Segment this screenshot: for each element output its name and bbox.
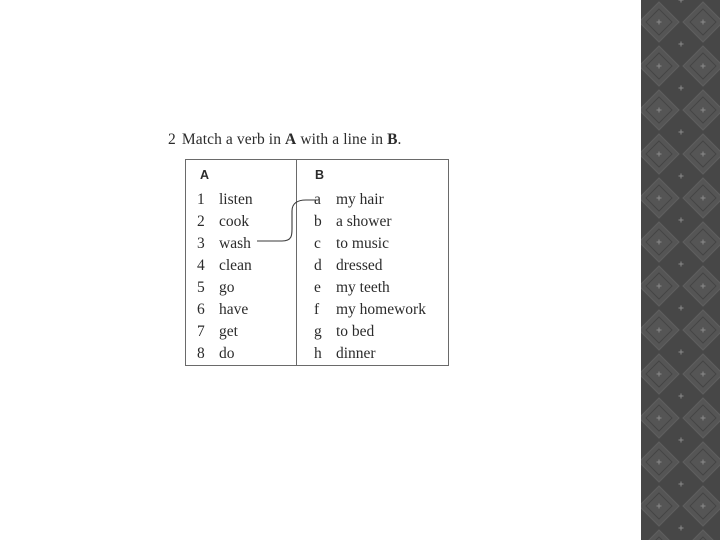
exercise-number: 2 (168, 131, 176, 148)
column-divider (296, 159, 297, 366)
verb-text: clean (219, 257, 252, 274)
column-b-item (314, 255, 426, 277)
item-letter: f (314, 301, 320, 318)
item-number: 2 (197, 213, 205, 230)
column-b-list (314, 189, 426, 365)
decorative-side-panel (641, 0, 720, 540)
item-number: 1 (197, 191, 205, 208)
phrase-text: to bed (336, 323, 375, 340)
item-number: 5 (197, 279, 205, 296)
column-b-item (314, 343, 426, 365)
item-number: 4 (197, 257, 205, 274)
item-letter: c (314, 235, 321, 252)
item-number: 3 (197, 235, 205, 252)
phrase-text: dinner (336, 345, 376, 362)
column-a-item (197, 277, 253, 299)
column-b-item (314, 321, 426, 343)
item-letter: h (314, 345, 322, 362)
column-a-item (197, 299, 253, 321)
column-b-item (314, 233, 426, 255)
column-a-item (197, 321, 253, 343)
column-a-item (197, 343, 253, 365)
phrase-text: dressed (336, 257, 383, 274)
column-a-list (197, 189, 253, 365)
item-letter: g (314, 323, 322, 340)
exercise-instruction (168, 131, 402, 149)
phrase-text: my teeth (336, 279, 390, 296)
verb-text: do (219, 345, 235, 362)
column-b-item (314, 299, 426, 321)
column-b-item (314, 189, 426, 211)
item-number: 7 (197, 323, 205, 340)
instruction-text-middle: with a line in (296, 131, 388, 148)
matching-exercise (160, 128, 460, 373)
column-a-heading: A (200, 168, 210, 182)
column-a-item (197, 255, 253, 277)
example-connector-line (252, 197, 322, 257)
item-letter: e (314, 279, 321, 296)
verb-text: listen (219, 191, 253, 208)
item-number: 6 (197, 301, 205, 318)
item-letter: b (314, 213, 322, 230)
instruction-text-end: . (397, 131, 402, 148)
diamond-pattern (641, 0, 720, 540)
verb-text: go (219, 279, 235, 296)
verb-text: wash (219, 235, 251, 252)
phrase-text: to music (336, 235, 389, 252)
verb-text: cook (219, 213, 250, 230)
connector-path (257, 200, 318, 241)
verb-text: have (219, 301, 249, 318)
phrase-text: my homework (336, 301, 426, 318)
column-a-item (197, 211, 253, 233)
instruction-column-a: A (285, 131, 297, 148)
instruction-column-b: B (387, 131, 398, 148)
column-a-item (197, 189, 253, 211)
column-b-heading: B (315, 168, 325, 182)
verb-text: get (219, 323, 238, 340)
phrase-text: a shower (336, 213, 392, 230)
column-b-item (314, 277, 426, 299)
item-letter: d (314, 257, 322, 274)
column-b-item (314, 211, 426, 233)
instruction-text-start: Match a verb in (181, 131, 286, 148)
phrase-text: my hair (336, 191, 384, 208)
column-a-item (197, 233, 253, 255)
item-letter: a (314, 191, 321, 208)
item-number: 8 (197, 345, 205, 362)
